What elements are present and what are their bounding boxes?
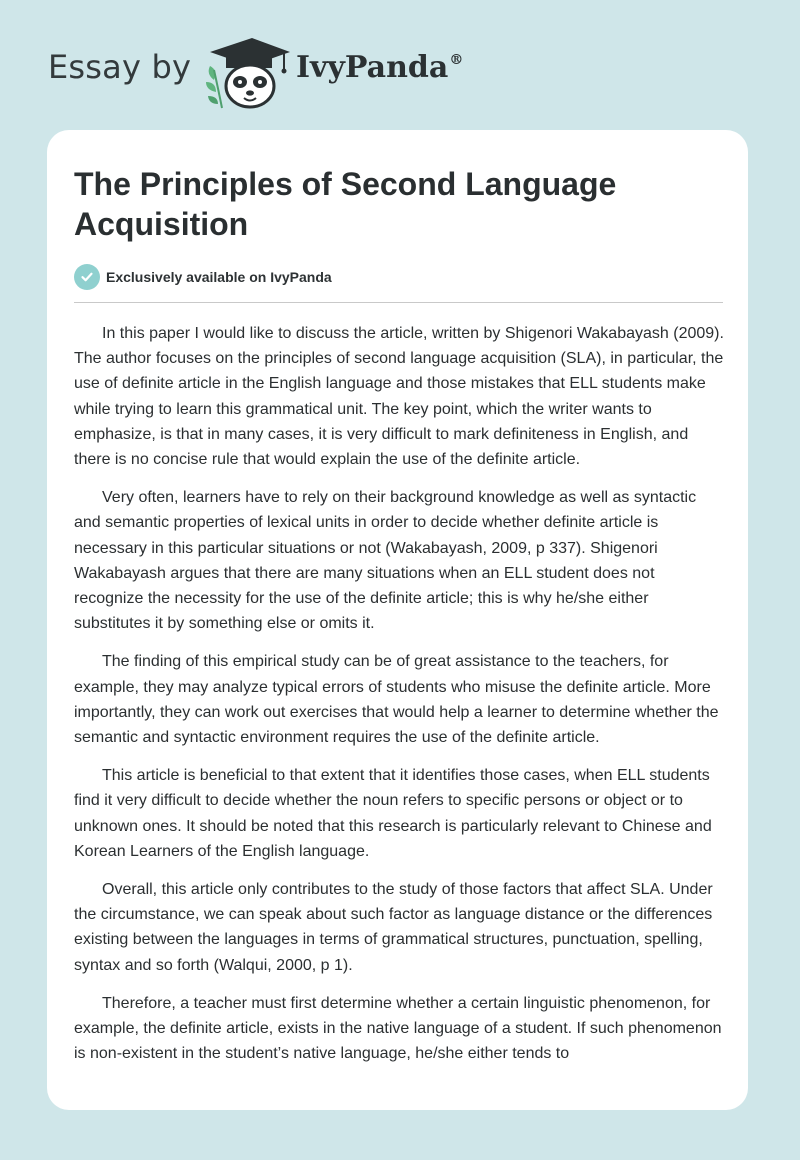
essay-paragraph: In this paper I would like to discuss the article, written by Shigenori Wakabayash (2009). The author focuses on the principles of second language acquisition (SLA), in particular, the use of definite article in the English language and those mistakes that ELL students make while trying to learn this grammatical unit. The key point, which the writer wants to emphasize, is that in many cases, it is very difficult to mark definiteness in English, and there is no concise rule that would explain the use of the definite article. bbox=[74, 325, 724, 469]
check-circle-icon bbox=[74, 264, 100, 290]
panda-graduate-icon[interactable] bbox=[200, 30, 292, 110]
essay-by-label: Essay by bbox=[48, 48, 192, 86]
essay-paragraph: Overall, this article only contributes to the study of those factors that affect SLA. Under the circumstance, we can speak about such factor as language distance or the differences existing between the languages in terms of grammatical structures, punctuation, spelling, syntax and so forth (Walqui, 2000, p 1). bbox=[74, 881, 713, 974]
exclusive-label: Exclusively available on IvyPanda bbox=[106, 269, 332, 285]
registered-mark: ® bbox=[449, 52, 464, 68]
essay-paragraph: Very often, learners have to rely on their background knowledge as well as syntactic and semantic properties of lexical units in order to decide whether definite article is necessary in this particular situations or not (Wakabayash, 2009, p 337). Shigenori Wakabayash argues that there are many situations when an ELL student does not recognize the necessity for the use of the definite article; this is why he/she either substitutes it by something else or omits it. bbox=[74, 489, 697, 633]
essay-paragraph: The finding of this empirical study can be of great assistance to the teachers, for example, they may analyze typical errors of students who misuse the definite article. More importantly, they can work out exercises that would help a learner to determine whether the semantic and syntactic environment requires the use of the definite article. bbox=[74, 653, 719, 747]
site-header bbox=[0, 0, 800, 130]
essay-body bbox=[74, 321, 724, 1079]
brand-name-text: IvyPanda bbox=[296, 50, 449, 85]
essay-card bbox=[47, 130, 748, 1110]
essay-title: The Principles of Second Language Acquisition bbox=[74, 166, 617, 242]
essay-paragraph: Therefore, a teacher must first determine whether a certain linguistic phenomenon, for example, the definite article, exists in the native language of a student. If such phenomenon is non-existent in the student’s native language, he/she either tends to bbox=[74, 994, 722, 1063]
exclusive-badge bbox=[74, 264, 332, 290]
brand-name[interactable] bbox=[296, 50, 463, 85]
title-divider bbox=[74, 302, 723, 303]
essay-paragraph: This article is beneficial to that extent that it identifies those cases, when ELL students find it very difficult to decide whether the noun refers to specific persons or object or to unknown ones. It should be noted that this research is particularly relevant to Chinese and Korean Learners of the English language. bbox=[74, 767, 712, 860]
